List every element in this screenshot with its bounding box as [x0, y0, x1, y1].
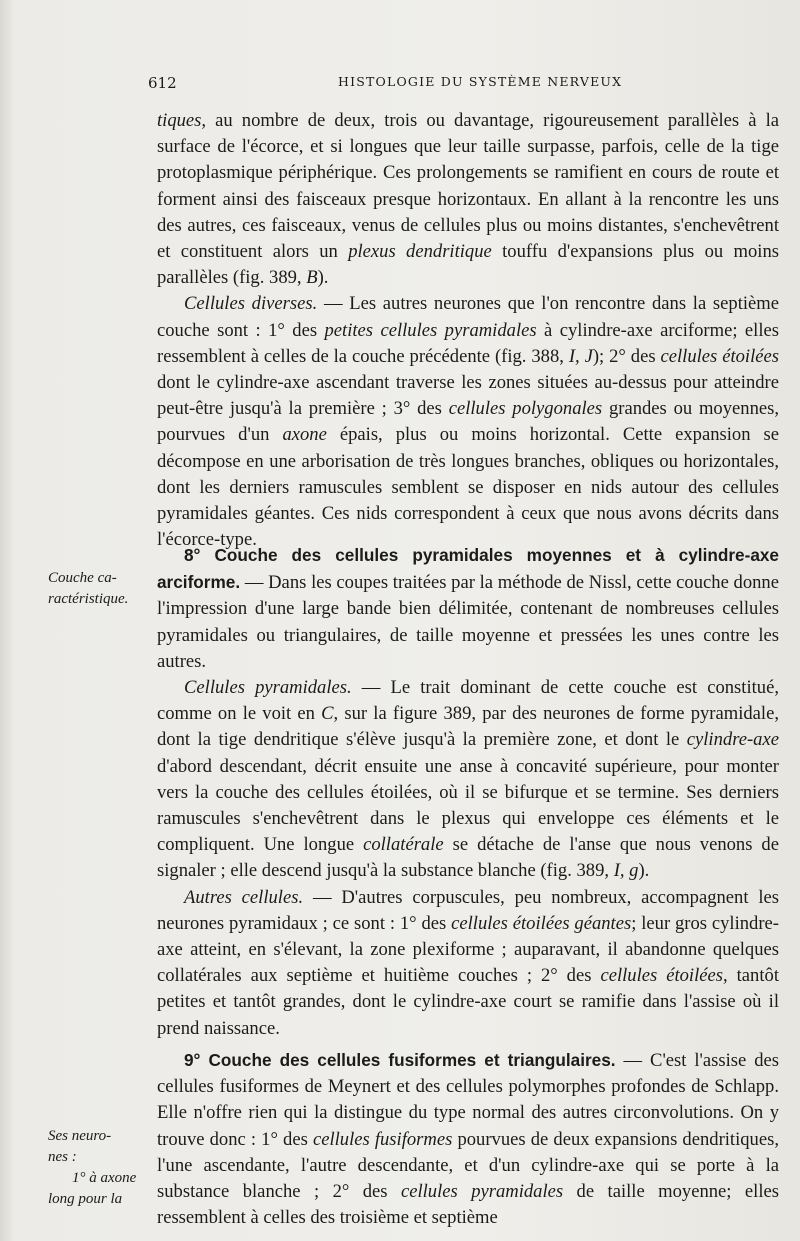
- paragraph-ninth-layer: [157, 1047, 779, 1231]
- body-text: épais, plus ou moins horizontal. Cette expansion se décompose en une arborisation de très longues branches, obliques ou horizontales, dont les derniers ramuscules semblent se disposer en nids autour des cellules pyramidales géantes. Ces nids correspondent à ceux que nous avons décrits dans l'écorce-type.: [157, 424, 779, 551]
- margin-note-line: nes :: [48, 1149, 77, 1165]
- margin-note-ses-neurones: [48, 1126, 148, 1210]
- margin-note-line: 1° à axone: [72, 1170, 137, 1186]
- margin-note-line: long pour la: [48, 1191, 123, 1207]
- body-text: ).: [317, 267, 329, 289]
- italic-text: cellules étoilées géantes: [451, 912, 632, 934]
- run-in-heading: Cellules diverses.: [184, 293, 318, 315]
- page-number: 612: [148, 74, 177, 92]
- section-eighth-layer: [157, 542, 779, 1042]
- margin-note-line: Ses neuro-: [48, 1128, 112, 1144]
- body-text: ); 2° des: [592, 345, 661, 367]
- section-ninth-layer: [157, 1047, 779, 1231]
- run-in-heading: Autres cellules.: [184, 886, 304, 908]
- body-text: à cylindre-axe arciforme; elles ressemblent à celles de la couche précédente (fig. 388,: [157, 319, 779, 367]
- body-text: se détache de l'anse que nous venons de signaler ; elle descend jusqu'à la substance blanche (fig. 389,: [157, 834, 779, 882]
- body-text: — C'est l'assise des cellules fusiformes de Meynert et des cellules polymorphes profondes de Schlapp. Elle n'offre rien qui la distingue du type normal des autres circonvolutions. On y trouve donc : 1° des: [157, 1050, 779, 1150]
- italic-text: cellules étoilées: [660, 345, 779, 367]
- italic-text: cellules étoilées: [600, 965, 724, 987]
- italic-text: cellules polygonales: [448, 398, 603, 420]
- italic-text: axone: [282, 424, 327, 446]
- body-text: — Dans les coupes traitées par la méthode de Nissl, cette couche donne l'impression d'une large bande bien délimitée, contenant de nombreuses cellules pyramidales ou triangulaires, de taille moyenne et pressées les unes contre les autres.: [157, 572, 779, 672]
- italic-text: I, g: [613, 860, 639, 882]
- body-text: pourvues de deux expansions dendritiques, l'une ascendante, l'autre descendante, et d'un cylindre-axe qui se porte à la substance blanche ; 2° des: [157, 1128, 779, 1203]
- body-text: de taille moyenne; elles ressemblent à celles des troisième et septième: [157, 1181, 779, 1229]
- margin-note-line: Couche ca-: [48, 570, 117, 586]
- body-text: dont le cylindre-axe ascendant traverse les zones situées au-dessus pour atteindre peut-être jusqu'à la première ; 3° des: [157, 372, 779, 420]
- body-text: , sur la figure 389, par des neurones de forme pyramidale, dont la tige dendritique s'élève jusqu'à la première zone, et dont le: [157, 703, 779, 751]
- body-text: touffu d'expansions plus ou moins parallèles (fig. 389,: [157, 241, 780, 289]
- italic-text: B: [306, 267, 318, 289]
- body-text: au nombre de deux, trois ou davantage, rigoureusement parallèles à la surface de l'écorce, et si longues que leur taille surpasse, parfois, celle de la tige protoplasmique périphérique. Ces prolongements se ramifient en cours de route et forment ainsi des faisceaux presque horizontaux. En allant à la rencontre les uns des autres, ces faisceaux, venus de cellules plus ou moins distantes, s'enchevêtrent et constituent alors un: [157, 110, 779, 263]
- section-heading: 9° Couche des cellules fusiformes et triangulaires.: [184, 1050, 616, 1070]
- body-text: — Le trait dominant de cette couche est constitué, comme on le voit en: [157, 677, 779, 725]
- italic-text: I, J: [568, 345, 593, 367]
- margin-note-couche-caracteristique: [48, 568, 148, 610]
- text-block-continuation: [157, 108, 779, 553]
- italic-text: C: [321, 703, 334, 725]
- section-heading: 8° Couche des cellules pyramidales moyennes et à cylindre-axe arciforme.: [157, 545, 779, 593]
- italic-text: collatérale: [363, 834, 444, 856]
- body-text: — D'autres corpuscules, peu nombreux, accompagnent les neurones pyramidaux ; ce sont : 1° des: [157, 886, 779, 934]
- paragraph-eighth-layer-intro: [157, 542, 779, 675]
- body-text: grandes ou moyennes, pourvues d'un: [157, 398, 779, 446]
- paragraph-cellules-pyramidales: [157, 675, 779, 885]
- margin-note-line: ractéristique.: [48, 591, 129, 607]
- body-text: ).: [638, 860, 650, 882]
- italic-text: cylindre-axe: [686, 729, 779, 751]
- body-text: — Les autres neurones que l'on rencontre dans la septième couche sont : 1° des: [157, 293, 780, 341]
- body-text: , tantôt petites et tantôt grandes, dont le cylindre-axe court se ramifie dans l'assise où il prend naissance.: [157, 965, 779, 1039]
- running-title: HISTOLOGIE DU SYSTÈME NERVEUX: [338, 74, 623, 89]
- run-in-heading: Cellules pyramidales.: [184, 677, 352, 699]
- italic-text: tiques,: [157, 110, 207, 131]
- italic-text: cellules fusiformes: [312, 1128, 453, 1150]
- italic-text: cellules pyramidales: [400, 1181, 564, 1203]
- page-header: [148, 74, 780, 94]
- body-text: ; leur gros cylindre-axe atteint, en s'élevant, la zone plexiforme ; auparavant, il abandonne quelques collatérales aux septième et huitième couches ; 2° des: [157, 912, 779, 987]
- italic-text: petites cellules pyramidales: [324, 319, 537, 341]
- paragraph-autres-cellules: [157, 885, 779, 1042]
- italic-text: plexus dendritique: [348, 241, 492, 263]
- body-text: d'abord descendant, décrit ensuite une anse à concavité supérieure, pour monter vers la couche des cellules étoilées, où il se bifurque et se termine. Ses derniers ramuscules s'enchevêtrent dans le plexus qui enveloppe ces éléments et le compliquent. Une longue: [157, 755, 779, 856]
- paragraph-dendrites: [157, 108, 779, 291]
- paragraph-cellules-diverses: [157, 291, 779, 553]
